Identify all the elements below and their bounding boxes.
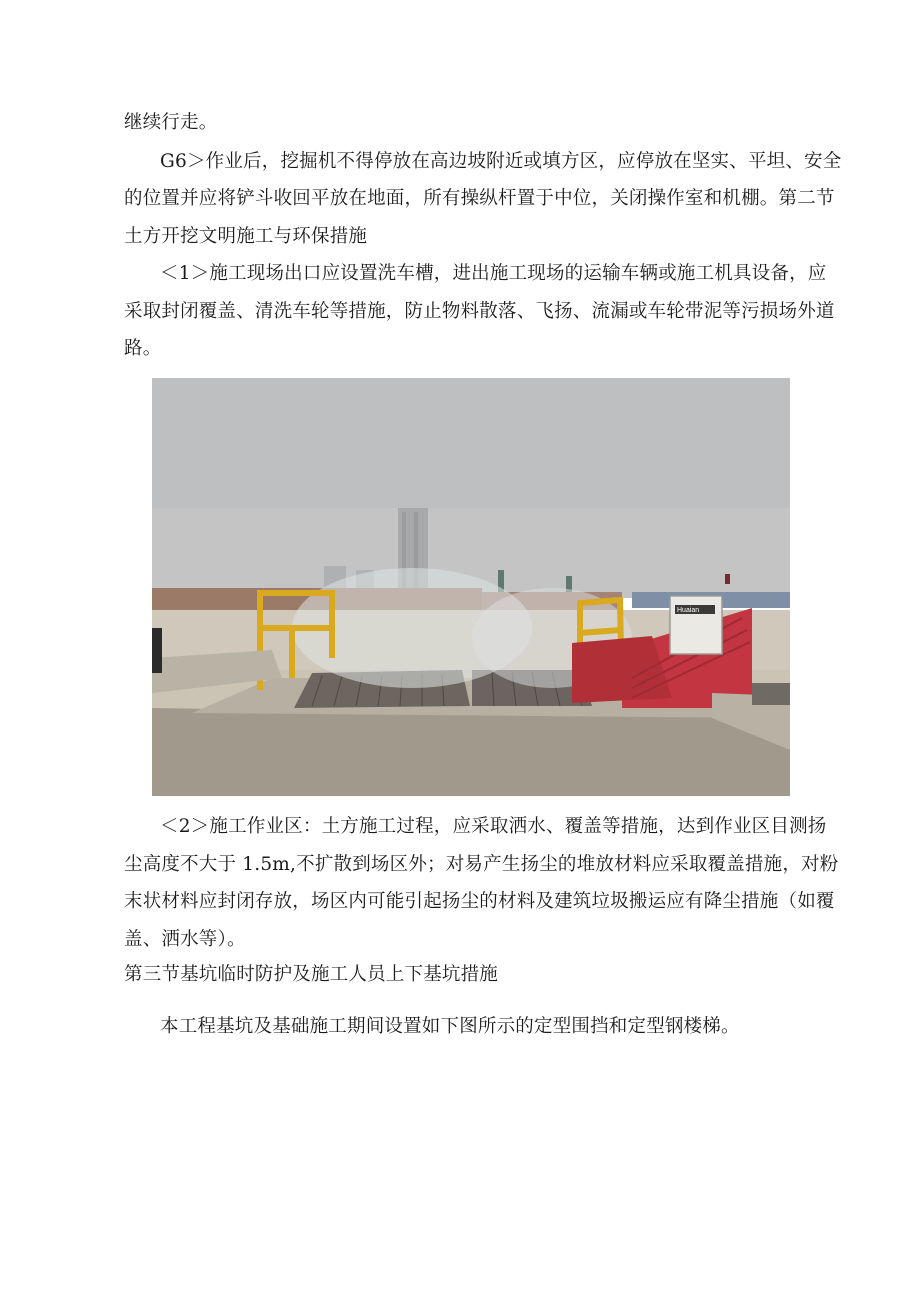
section-heading: 土方开挖文明施工与环保措施 — [124, 226, 368, 247]
paragraph-line: ＜1＞施工现场出口应设置洗车槽，进出施工现场的运输车辆或施工机具设备，应 — [160, 263, 827, 284]
paragraph-line: 盖、洒水等）。 — [124, 929, 246, 950]
paragraph-line: 路。 — [124, 338, 162, 359]
machine-brand-label: Huaian — [677, 607, 700, 614]
paragraph-line: 继续行走。 — [124, 112, 218, 133]
paragraph-line: 本工程基坑及基础施工期间设置如下图所示的定型围挡和定型钢楼梯。 — [160, 1016, 740, 1037]
paragraph-line: 的位置并应将铲斗收回平放在地面，所有操纵杆置于中位，关闭操作室和机棚。第二节 — [124, 188, 835, 209]
paragraph-line: 尘高度不大于 1.5m,不扩散到场区外；对易产生扬尘的堆放材料应采取覆盖措施，对粉 — [124, 854, 839, 875]
paragraph-line: 采取封闭覆盖、清洗车轮等措施，防止物料散落、飞扬、流漏或车轮带泥等污损场外道 — [124, 301, 835, 322]
paragraph-line: 末状材料应封闭存放，场区内可能引起扬尘的材料及建筑垃圾搬运应有降尘措施（如覆 — [124, 891, 835, 912]
paragraph-line: G6＞作业后，挖掘机不得停放在高边坡附近或填方区，应停放在坚实、平坦、安全 — [160, 151, 842, 172]
section-heading: 第三节基坑临时防护及施工人员上下基坑措施 — [124, 964, 499, 985]
paragraph-line: ＜2＞施工作业区：土方施工过程，应采取洒水、覆盖等措施，达到作业区目测扬 — [160, 816, 827, 837]
car-wash-photo — [152, 378, 790, 796]
